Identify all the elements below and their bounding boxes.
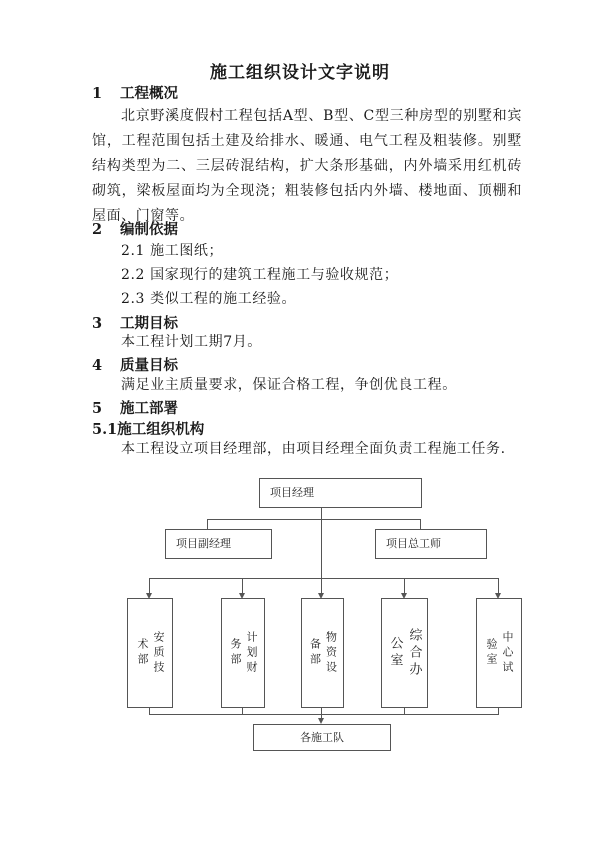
section-4-body: 满足业主质量要求，保证合格工程，争创优良工程。: [121, 377, 457, 393]
connector-line: [420, 519, 421, 529]
org-box-project-manager: [259, 478, 422, 508]
section-5-1-heading: [92, 418, 204, 439]
connector-line: [207, 519, 420, 520]
connector-line: [149, 714, 499, 715]
org-box-label: 各施工队: [300, 731, 344, 744]
org-box-label: 物资设备部: [308, 630, 338, 676]
org-box-department: [476, 598, 522, 708]
section-number: 1: [92, 85, 103, 102]
section-heading-text: 施工部署: [120, 400, 178, 417]
connector-line: [404, 707, 405, 714]
org-box-label: 项目经理: [270, 486, 314, 499]
connector-line: [242, 707, 243, 714]
page-title: 施工组织设计文字说明: [210, 63, 390, 83]
section-heading-text: 工期目标: [120, 315, 178, 332]
section-number: 5.1: [92, 421, 118, 438]
section-2-heading: [92, 218, 178, 239]
section-heading-text: 质量目标: [120, 357, 178, 374]
org-box-department: [381, 598, 428, 708]
connector-line: [321, 519, 322, 578]
connector-line: [321, 507, 322, 519]
section-number: 5: [92, 400, 103, 417]
org-box-label: 安质技术部: [136, 630, 165, 676]
section-heading-text: 工程概况: [120, 85, 178, 102]
section-number: 2: [92, 221, 103, 238]
org-box-department: [301, 598, 344, 708]
org-box-department: [221, 598, 265, 708]
section-5-1-body: 本工程设立项目经理部，由项目经理全面负责工程施工任务.: [121, 441, 506, 457]
org-box-label: 项目副经理: [176, 537, 231, 550]
org-box-label: 综合办公室: [387, 627, 422, 679]
connector-line: [207, 519, 208, 529]
basis-item: 2.3 类似工程的施工经验。: [121, 291, 297, 307]
org-box-label: 计划财务部: [229, 630, 258, 676]
section-1-heading: [92, 82, 178, 103]
section-number: 3: [92, 315, 103, 332]
org-box-label: 中心试验室: [485, 630, 514, 676]
connector-line: [498, 707, 499, 714]
section-number: 4: [92, 357, 103, 374]
section-3-body: 本工程计划工期7月。: [121, 334, 262, 350]
org-box-chief-engineer: [375, 529, 487, 559]
section-heading-text: 施工组织机构: [117, 421, 205, 438]
connector-line: [149, 707, 150, 714]
section-5-heading: [92, 397, 178, 418]
basis-item: 2.2 国家现行的建筑工程施工与验收规范；: [121, 267, 399, 283]
org-box-label: 项目总工师: [386, 537, 441, 550]
connector-line: [149, 578, 499, 579]
section-4-heading: [92, 354, 178, 375]
org-box-construction-teams: [253, 724, 391, 751]
basis-item: 2.1 施工图纸；: [121, 243, 224, 259]
org-box-deputy-manager: [165, 529, 272, 559]
org-box-department: [127, 598, 173, 708]
section-1-body: 北京野溪度假村工程包括A型、B型、C型三种房型的别墅和宾馆，工程范围包括土建及给排水、暖通、电气工程及粗装修。别墅结构类型为二、三层砖混结构，扩大条形基础，内外墙采用红机砖砌筑，梁板屋面均为全现浇；粗装修包括内外墙、楼地面、顶棚和屋面、门窗等。: [92, 108, 522, 224]
section-heading-text: 编制依据: [120, 221, 178, 238]
